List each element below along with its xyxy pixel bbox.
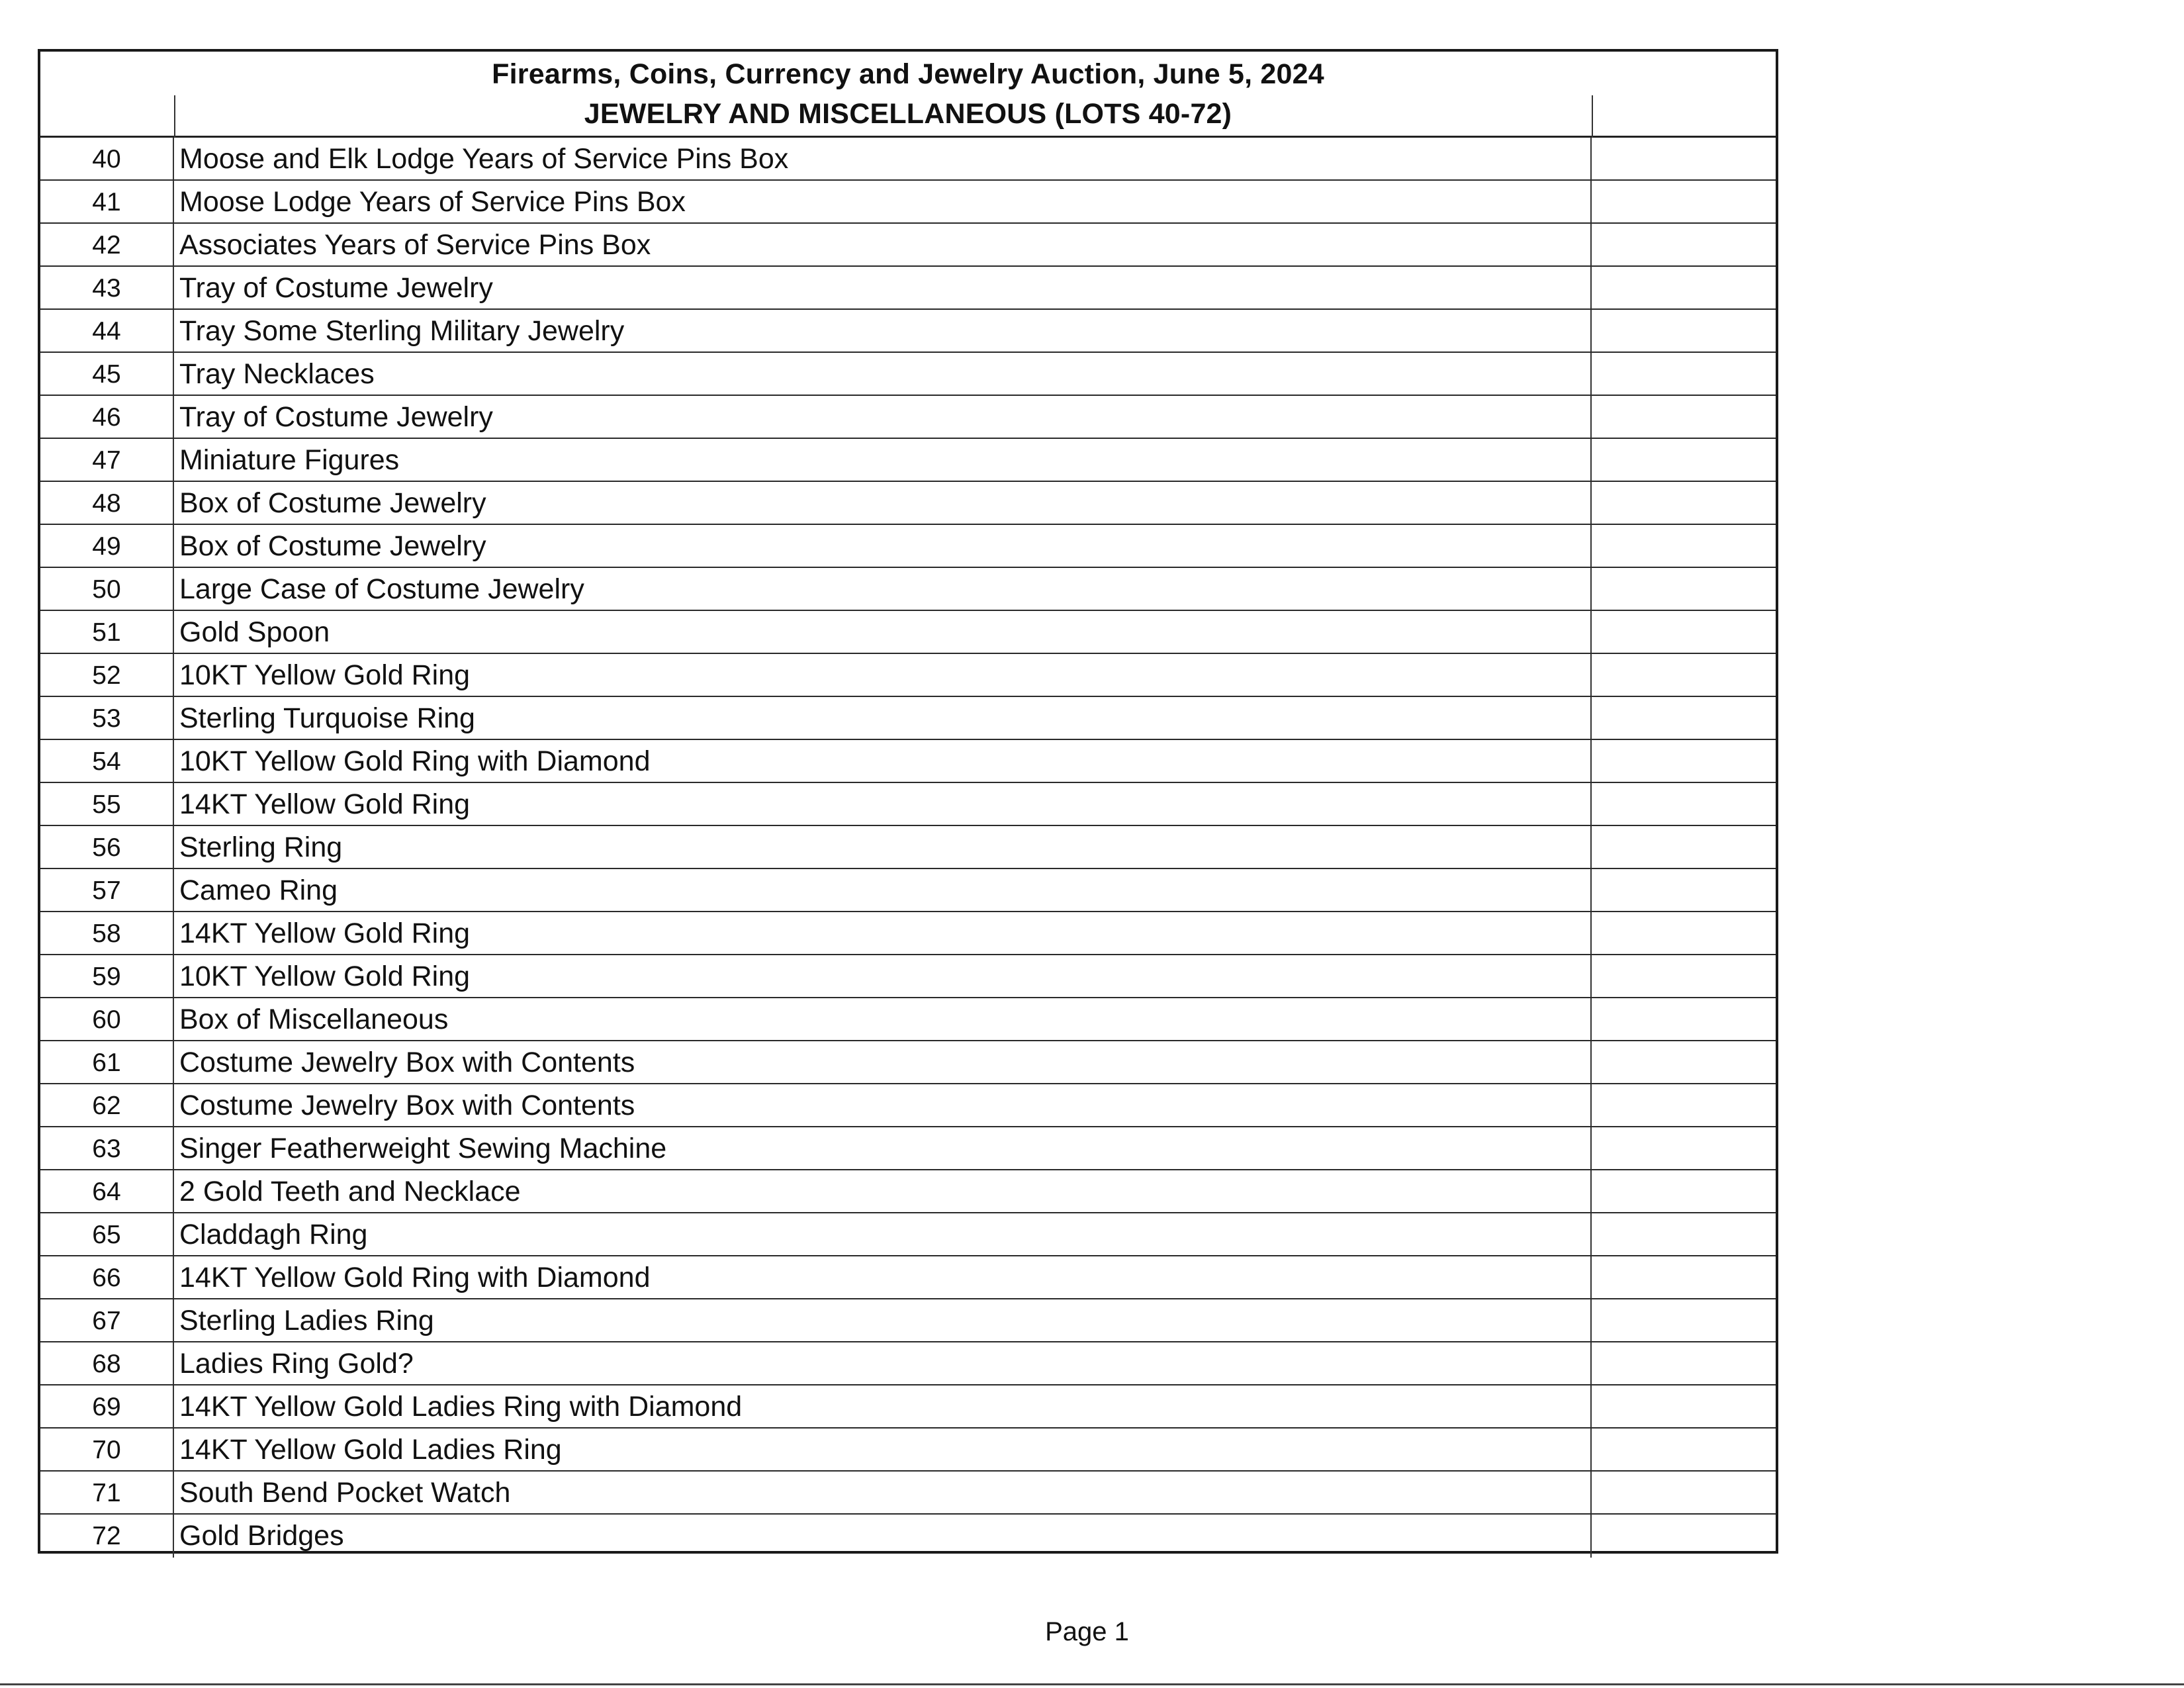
lot-number: 40 <box>40 138 174 179</box>
section-subtitle: JEWELRY AND MISCELLANEOUS (LOTS 40-72) <box>584 98 1232 130</box>
lot-number: 51 <box>40 611 174 653</box>
table-row <box>40 955 1776 998</box>
lot-description: Box of Costume Jewelry <box>174 525 1592 567</box>
empty-cell <box>1592 1170 1776 1212</box>
lot-number: 49 <box>40 525 174 567</box>
lot-description: Ladies Ring Gold? <box>174 1342 1592 1384</box>
table-row <box>40 224 1776 267</box>
table-row <box>40 1515 1776 1558</box>
empty-cell <box>1592 697 1776 739</box>
lot-number: 50 <box>40 568 174 610</box>
lot-description: Claddagh Ring <box>174 1213 1592 1255</box>
empty-cell <box>1592 310 1776 352</box>
lot-description: 14KT Yellow Gold Ring <box>174 912 1592 954</box>
table-row <box>40 998 1776 1041</box>
table-row <box>40 181 1776 224</box>
empty-cell <box>1592 912 1776 954</box>
table-row <box>40 697 1776 740</box>
lot-number: 65 <box>40 1213 174 1255</box>
lot-description: Associates Years of Service Pins Box <box>174 224 1592 265</box>
empty-cell <box>1592 482 1776 524</box>
table-row <box>40 654 1776 697</box>
lot-number: 72 <box>40 1515 174 1558</box>
lot-rows <box>40 138 1776 1558</box>
lot-number: 59 <box>40 955 174 997</box>
lot-description: Gold Spoon <box>174 611 1592 653</box>
lot-number: 63 <box>40 1127 174 1169</box>
empty-cell <box>1592 1385 1776 1427</box>
lot-number: 70 <box>40 1429 174 1470</box>
lot-description: Large Case of Costume Jewelry <box>174 568 1592 610</box>
empty-cell <box>1592 1213 1776 1255</box>
table-row <box>40 1041 1776 1084</box>
scan-edge-line <box>0 1683 2184 1685</box>
table-row <box>40 1127 1776 1170</box>
lot-number: 52 <box>40 654 174 696</box>
table-row <box>40 740 1776 783</box>
lot-number: 64 <box>40 1170 174 1212</box>
table-row <box>40 1342 1776 1385</box>
empty-cell <box>1592 654 1776 696</box>
table-row <box>40 1385 1776 1429</box>
lot-description: 14KT Yellow Gold Ladies Ring with Diamond <box>174 1385 1592 1427</box>
lot-description: Sterling Ring <box>174 826 1592 868</box>
lot-number: 45 <box>40 353 174 395</box>
table-row <box>40 826 1776 869</box>
table-header <box>40 52 1776 138</box>
table-row <box>40 568 1776 611</box>
table-row <box>40 439 1776 482</box>
empty-cell <box>1592 611 1776 653</box>
auction-lot-table <box>38 49 1778 1554</box>
table-row <box>40 482 1776 525</box>
empty-cell <box>1592 826 1776 868</box>
lot-description: 14KT Yellow Gold Ring <box>174 783 1592 825</box>
table-row <box>40 525 1776 568</box>
empty-cell <box>1592 1429 1776 1470</box>
lot-number: 66 <box>40 1256 174 1298</box>
lot-description: Costume Jewelry Box with Contents <box>174 1084 1592 1126</box>
header-column-divider-left <box>174 95 175 138</box>
table-row <box>40 1299 1776 1342</box>
lot-number: 44 <box>40 310 174 352</box>
empty-cell <box>1592 1472 1776 1513</box>
empty-cell <box>1592 1256 1776 1298</box>
empty-cell <box>1592 181 1776 222</box>
lot-description: Tray of Costume Jewelry <box>174 396 1592 438</box>
lot-number: 56 <box>40 826 174 868</box>
lot-description: 14KT Yellow Gold Ring with Diamond <box>174 1256 1592 1298</box>
empty-cell <box>1592 138 1776 179</box>
lot-number: 61 <box>40 1041 174 1083</box>
lot-number: 48 <box>40 482 174 524</box>
page-footer <box>0 1615 2184 1648</box>
lot-number: 67 <box>40 1299 174 1341</box>
header-column-divider-right <box>1592 95 1593 138</box>
empty-cell <box>1592 1041 1776 1083</box>
empty-cell <box>1592 568 1776 610</box>
lot-number: 57 <box>40 869 174 911</box>
lot-description: Singer Featherweight Sewing Machine <box>174 1127 1592 1169</box>
lot-number: 69 <box>40 1385 174 1427</box>
table-row <box>40 869 1776 912</box>
empty-cell <box>1592 740 1776 782</box>
table-row <box>40 1256 1776 1299</box>
lot-description: Tray Necklaces <box>174 353 1592 395</box>
empty-cell <box>1592 353 1776 395</box>
empty-cell <box>1592 224 1776 265</box>
lot-number: 46 <box>40 396 174 438</box>
table-row <box>40 267 1776 310</box>
lot-description: Moose and Elk Lodge Years of Service Pins Box <box>174 138 1592 179</box>
table-row <box>40 1213 1776 1256</box>
lot-number: 42 <box>40 224 174 265</box>
table-row <box>40 611 1776 654</box>
empty-cell <box>1592 1127 1776 1169</box>
page-title: Firearms, Coins, Currency and Jewelry Auction, June 5, 2024 <box>492 58 1324 90</box>
empty-cell <box>1592 267 1776 308</box>
empty-cell <box>1592 998 1776 1040</box>
lot-description: 10KT Yellow Gold Ring <box>174 955 1592 997</box>
lot-description: Moose Lodge Years of Service Pins Box <box>174 181 1592 222</box>
lot-number: 71 <box>40 1472 174 1513</box>
lot-number: 68 <box>40 1342 174 1384</box>
lot-number: 47 <box>40 439 174 481</box>
table-row <box>40 1084 1776 1127</box>
empty-cell <box>1592 439 1776 481</box>
lot-description: Box of Miscellaneous <box>174 998 1592 1040</box>
table-row <box>40 310 1776 353</box>
lot-number: 60 <box>40 998 174 1040</box>
table-row <box>40 1170 1776 1213</box>
empty-cell <box>1592 396 1776 438</box>
empty-cell <box>1592 1342 1776 1384</box>
lot-description: Cameo Ring <box>174 869 1592 911</box>
table-row <box>40 1429 1776 1472</box>
table-row <box>40 353 1776 396</box>
lot-number: 53 <box>40 697 174 739</box>
empty-cell <box>1592 1299 1776 1341</box>
lot-number: 41 <box>40 181 174 222</box>
empty-cell <box>1592 525 1776 567</box>
table-row <box>40 138 1776 181</box>
table-row <box>40 912 1776 955</box>
lot-description: Sterling Turquoise Ring <box>174 697 1592 739</box>
lot-number: 62 <box>40 1084 174 1126</box>
table-row <box>40 1472 1776 1515</box>
table-row <box>40 396 1776 439</box>
lot-number: 54 <box>40 740 174 782</box>
lot-description: Tray of Costume Jewelry <box>174 267 1592 308</box>
lot-description: Gold Bridges <box>174 1515 1592 1558</box>
lot-description: South Bend Pocket Watch <box>174 1472 1592 1513</box>
lot-description: 10KT Yellow Gold Ring with Diamond <box>174 740 1592 782</box>
empty-cell <box>1592 869 1776 911</box>
lot-number: 43 <box>40 267 174 308</box>
lot-description: 2 Gold Teeth and Necklace <box>174 1170 1592 1212</box>
empty-cell <box>1592 1515 1776 1558</box>
empty-cell <box>1592 955 1776 997</box>
lot-description: Miniature Figures <box>174 439 1592 481</box>
lot-description: 14KT Yellow Gold Ladies Ring <box>174 1429 1592 1470</box>
lot-description: Sterling Ladies Ring <box>174 1299 1592 1341</box>
lot-description: Box of Costume Jewelry <box>174 482 1592 524</box>
lot-number: 55 <box>40 783 174 825</box>
lot-description: Costume Jewelry Box with Contents <box>174 1041 1592 1083</box>
empty-cell <box>1592 783 1776 825</box>
lot-number: 58 <box>40 912 174 954</box>
lot-description: Tray Some Sterling Military Jewelry <box>174 310 1592 352</box>
empty-cell <box>1592 1084 1776 1126</box>
lot-description: 10KT Yellow Gold Ring <box>174 654 1592 696</box>
table-row <box>40 783 1776 826</box>
page-number: Page 1 <box>1045 1617 1129 1646</box>
